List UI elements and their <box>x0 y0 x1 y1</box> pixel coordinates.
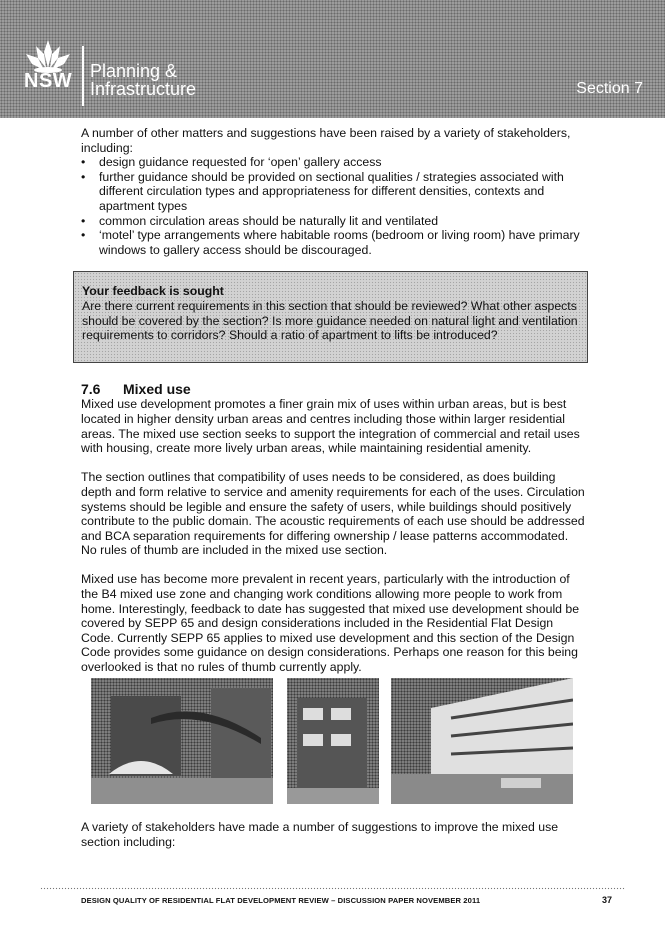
section-label: Section 7 <box>576 80 643 97</box>
logo-text: NSW <box>24 70 73 92</box>
photo-mixed-use-plaza <box>91 678 273 804</box>
section-heading <box>81 381 585 397</box>
feedback-box <box>73 271 588 363</box>
closing-text: A variety of stakeholders have made a number of suggestions to improve the mixed use section including: <box>81 820 559 849</box>
department-line-2: Infrastructure <box>90 79 197 99</box>
paragraph: Mixed use has become more prevalent in recent years, particularly with the introduction of the B4 mixed use zone and changing work conditions allowing more people to work from home. Interestingly, feedback to date has suggested that mixed use development should be covered by SEPP 65 and design considerations included in the Residential Flat Design Code. Currently SEPP 65 applies to mixed use development and this section of the Design Code provides some guidance on design considerations. Perhaps one reason for this being overlooked is that no rules of thumb currently apply. <box>81 572 580 675</box>
footer-divider <box>40 887 625 890</box>
intro-text: A number of other matters and suggestions have been raised by a variety of stakeholders, including: <box>81 126 571 155</box>
list-item: • design guidance requested for ‘open’ gallery access <box>81 155 585 170</box>
header-banner <box>0 0 665 118</box>
list-item: • common circulation areas should be naturally lit and ventilated <box>81 214 585 229</box>
section-title: Mixed use <box>123 381 191 398</box>
feedback-title: Your feedback is sought <box>82 284 224 299</box>
list-item: • ‘motel’ type arrangements where habitable rooms (bedroom or living room) have primary windows to gallery access should be discouraged. <box>81 228 585 257</box>
list-item: • further guidance should be provided on sectional qualities / strategies associated with different circulation types and appropriateness for different densities, contexts and apartment types <box>81 170 585 214</box>
photo-mixed-use-street <box>391 678 573 804</box>
logo-divider <box>82 46 84 106</box>
photo-mixed-use-corner <box>287 678 379 804</box>
page-content <box>81 126 585 675</box>
paragraph: Mixed use development promotes a finer grain mix of uses within urban areas, but is best located in higher density urban areas and centres including those within larger residential areas. The mixed use section seeks to support the integration of commercial and retail uses with housing, create more lively urban areas, while maintaining residential amenity. <box>81 397 580 456</box>
department-name <box>90 62 196 98</box>
page-number: 37 <box>601 895 612 905</box>
footer-title: DESIGN QUALITY OF RESIDENTIAL FLAT DEVELOPMENT REVIEW – DISCUSSION PAPER NOVEMBER 2011 <box>81 896 481 905</box>
section-number: 7.6 <box>81 381 101 398</box>
waratah-logo-icon <box>22 38 74 74</box>
feedback-text: Are there current requirements in this section that should be reviewed? What other aspects should be covered by the section? Is more guidance needed on natural light and ventilation requirements to corridors? Should a ratio of apartment to lifts be introduced? <box>82 298 578 343</box>
paragraph: The section outlines that compatibility of uses needs to be considered, as does building depth and form relative to service and amenity requirements for each of the uses. Circulation systems should be legible and ensure the safety of users, while buildings should positively contribute to the public domain. The acoustic requirements of each use should be addressed and BCA separation requirements for differing ownership / lease patterns accommodated. No rules of thumb are included in the mixed use section. <box>81 470 585 558</box>
department-line-1: Planning & <box>90 61 178 81</box>
photo-strip <box>91 678 573 804</box>
bullet-list <box>81 155 585 257</box>
